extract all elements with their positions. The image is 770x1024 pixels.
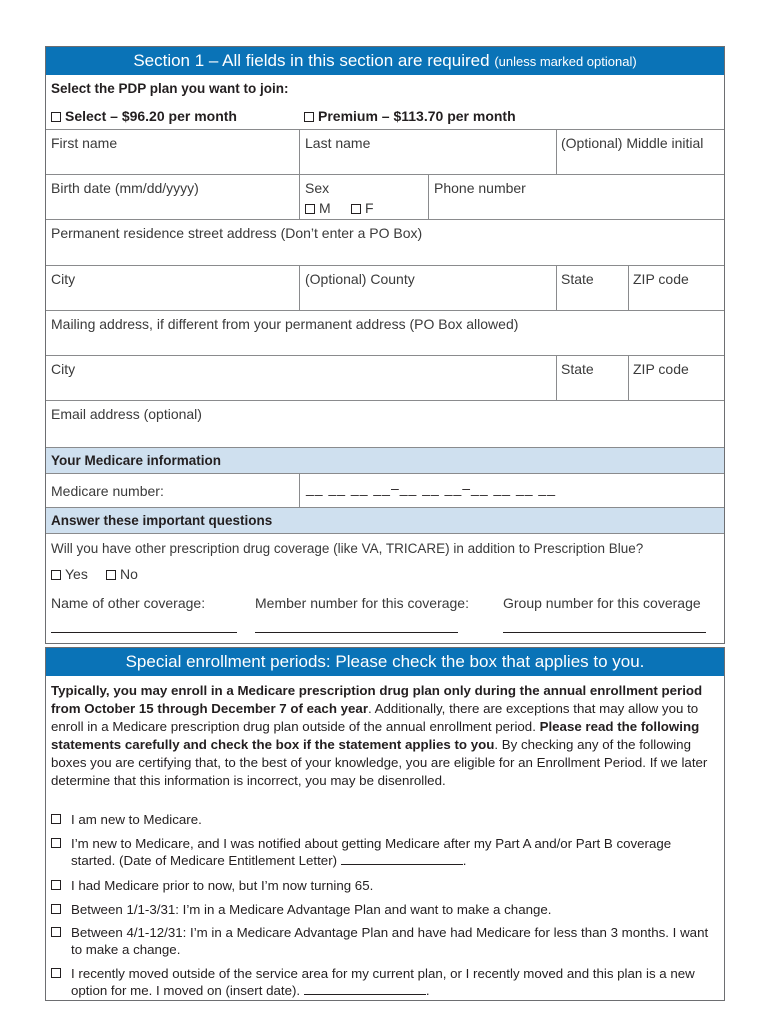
divider xyxy=(46,174,724,175)
coverage-no-option[interactable] xyxy=(106,566,138,582)
state-field[interactable]: State xyxy=(561,271,594,287)
sep-option-turning-65-checkbox[interactable] xyxy=(51,880,61,890)
sep-option-moved-checkbox[interactable] xyxy=(51,968,61,978)
plan-select-option[interactable] xyxy=(51,108,237,124)
sep-option-notified-end: . xyxy=(462,853,467,868)
divider xyxy=(46,310,724,311)
other-coverage-input[interactable] xyxy=(51,632,237,633)
divider xyxy=(46,265,724,266)
section1-title: Section 1 – All fields in this section are required xyxy=(133,51,490,70)
mailing-state-field[interactable]: State xyxy=(561,361,594,377)
coverage-yes-label: Yes xyxy=(65,566,88,582)
sep-intro-text-1: . Additionally, there are exceptions that may allow you to enroll in a Medicare prescription drug plan outside of the annual enrollment period. xyxy=(51,701,699,734)
medicare-info-heading: Your Medicare information xyxy=(51,453,222,468)
special-enrollment-section xyxy=(45,647,725,1001)
plan-select-checkbox[interactable] xyxy=(51,112,61,122)
coverage-no-label: No xyxy=(120,566,138,582)
divider xyxy=(46,473,724,474)
sex-m-label: M xyxy=(319,200,331,216)
sep-option-moved-text: I recently moved outside of the service area for my current plan, or I recently moved and this plan is a new option for me. I moved on (insert date). xyxy=(71,966,695,998)
sep-option-apr-dec-label: Between 4/1-12/31: I’m in a Medicare Advantage Plan and have had Medicare for less than 3 months. I want to make a change. xyxy=(71,925,709,957)
sex-f-option[interactable] xyxy=(351,200,374,216)
member-number-input[interactable] xyxy=(255,632,458,633)
sep-option-notified-text: I’m new to Medicare, and I was notified about getting Medicare after my Part A and/or Part B coverage started. (Date of Medicare Entitlement Letter) xyxy=(71,836,672,868)
sep-intro-bold-1: Typically, you may enroll in a Medicare prescription drug plan only during the annual enrollment period from October 15 through December 7 of each year xyxy=(51,683,703,716)
sep-option-notified-label xyxy=(51,835,719,869)
sep-option-turning-65-label: I had Medicare prior to now, but I’m now turning 65. xyxy=(71,878,374,893)
street-address-field[interactable]: Permanent residence street address (Don’t enter a PO Box) xyxy=(51,225,423,241)
sep-option-notified-checkbox[interactable] xyxy=(51,838,61,848)
sex-f-label: F xyxy=(365,200,374,216)
section1-header xyxy=(46,47,724,75)
divider xyxy=(628,355,629,400)
sep-intro-text-2: . By checking any of the following boxes you are certifying that, to the best of your knowledge, you are eligible for an Enrollment Period. If we later determine that this information is incorrect, you may be disenrolled. xyxy=(51,737,708,788)
coverage-question: Will you have other prescription drug coverage (like VA, TRICARE) in addition to Prescription Blue? xyxy=(51,541,644,556)
plan-premium-option[interactable] xyxy=(304,108,516,124)
section1-form xyxy=(45,46,725,644)
mailing-address-field[interactable]: Mailing address, if different from your permanent address (PO Box allowed) xyxy=(51,316,519,332)
sep-option-notified[interactable] xyxy=(51,835,719,869)
group-number-input[interactable] xyxy=(503,632,706,633)
group-number-label: Group number for this coverage xyxy=(503,595,701,611)
member-number-label: Member number for this coverage: xyxy=(255,595,469,611)
coverage-yes-checkbox[interactable] xyxy=(51,570,61,580)
phone-field[interactable]: Phone number xyxy=(434,180,526,196)
questions-heading: Answer these important questions xyxy=(51,513,273,528)
sex-f-checkbox[interactable] xyxy=(351,204,361,214)
sep-header xyxy=(46,648,724,676)
sep-option-jan-mar-label: Between 1/1-3/31: I’m in a Medicare Advantage Plan and want to make a change. xyxy=(71,902,552,917)
plan-premium-label: Premium – $113.70 per month xyxy=(318,108,516,124)
divider xyxy=(428,174,429,219)
medicare-number-input[interactable]: __ __ __ __–__ __ __–__ __ __ __ xyxy=(306,480,556,496)
sep-option-jan-mar-checkbox[interactable] xyxy=(51,904,61,914)
mailing-city-field[interactable]: City xyxy=(51,361,76,377)
other-coverage-label: Name of other coverage: xyxy=(51,595,206,611)
sep-option-moved-end: . xyxy=(425,983,430,998)
mailing-zip-field[interactable]: ZIP code xyxy=(633,361,689,377)
entitlement-date-input[interactable] xyxy=(341,852,463,865)
sex-m-checkbox[interactable] xyxy=(305,204,315,214)
sep-option-moved-label xyxy=(51,965,719,999)
sep-intro-bold-2: Please read the following statements carefully and check the box if the statement applies to you xyxy=(51,719,700,752)
divider xyxy=(628,265,629,310)
coverage-no-checkbox[interactable] xyxy=(106,570,116,580)
sep-option-new-checkbox[interactable] xyxy=(51,814,61,824)
coverage-yes-option[interactable] xyxy=(51,566,88,582)
sep-option-jan-mar[interactable] xyxy=(51,901,719,918)
first-name-field[interactable]: First name xyxy=(51,135,118,151)
divider xyxy=(556,355,557,400)
sep-option-moved[interactable] xyxy=(51,965,719,999)
sep-option-apr-dec-checkbox[interactable] xyxy=(51,927,61,937)
plan-select-label: Select – $96.20 per month xyxy=(65,108,237,124)
email-field[interactable]: Email address (optional) xyxy=(51,406,202,422)
divider xyxy=(299,265,300,310)
sep-option-apr-dec[interactable] xyxy=(51,924,719,958)
middle-initial-field[interactable]: (Optional) Middle initial xyxy=(561,135,704,151)
last-name-field[interactable]: Last name xyxy=(305,135,371,151)
sep-option-turning-65[interactable] xyxy=(51,877,719,894)
divider xyxy=(46,400,724,401)
divider xyxy=(299,473,300,507)
move-date-input[interactable] xyxy=(304,982,426,995)
sep-option-new-label: I am new to Medicare. xyxy=(71,812,202,827)
divider xyxy=(299,174,300,219)
divider xyxy=(46,355,724,356)
plan-prompt: Select the PDP plan you want to join: xyxy=(51,81,289,96)
divider xyxy=(556,265,557,310)
divider xyxy=(299,129,300,174)
section1-title-note: (unless marked optional) xyxy=(494,54,637,69)
medicare-number-label: Medicare number: xyxy=(51,483,164,499)
divider xyxy=(46,129,724,130)
divider xyxy=(46,219,724,220)
county-field[interactable]: (Optional) County xyxy=(305,271,415,287)
divider xyxy=(46,533,724,534)
sep-title: Special enrollment periods: Please check the box that applies to you. xyxy=(125,652,645,671)
zip-field[interactable]: ZIP code xyxy=(633,271,689,287)
birth-date-field[interactable]: Birth date (mm/dd/yyyy) xyxy=(51,180,199,196)
sex-label: Sex xyxy=(305,180,330,196)
divider xyxy=(556,129,557,174)
sex-m-option[interactable] xyxy=(305,200,331,216)
sep-option-new[interactable] xyxy=(51,811,719,828)
city-field[interactable]: City xyxy=(51,271,76,287)
plan-premium-checkbox[interactable] xyxy=(304,112,314,122)
sep-intro xyxy=(51,682,716,790)
